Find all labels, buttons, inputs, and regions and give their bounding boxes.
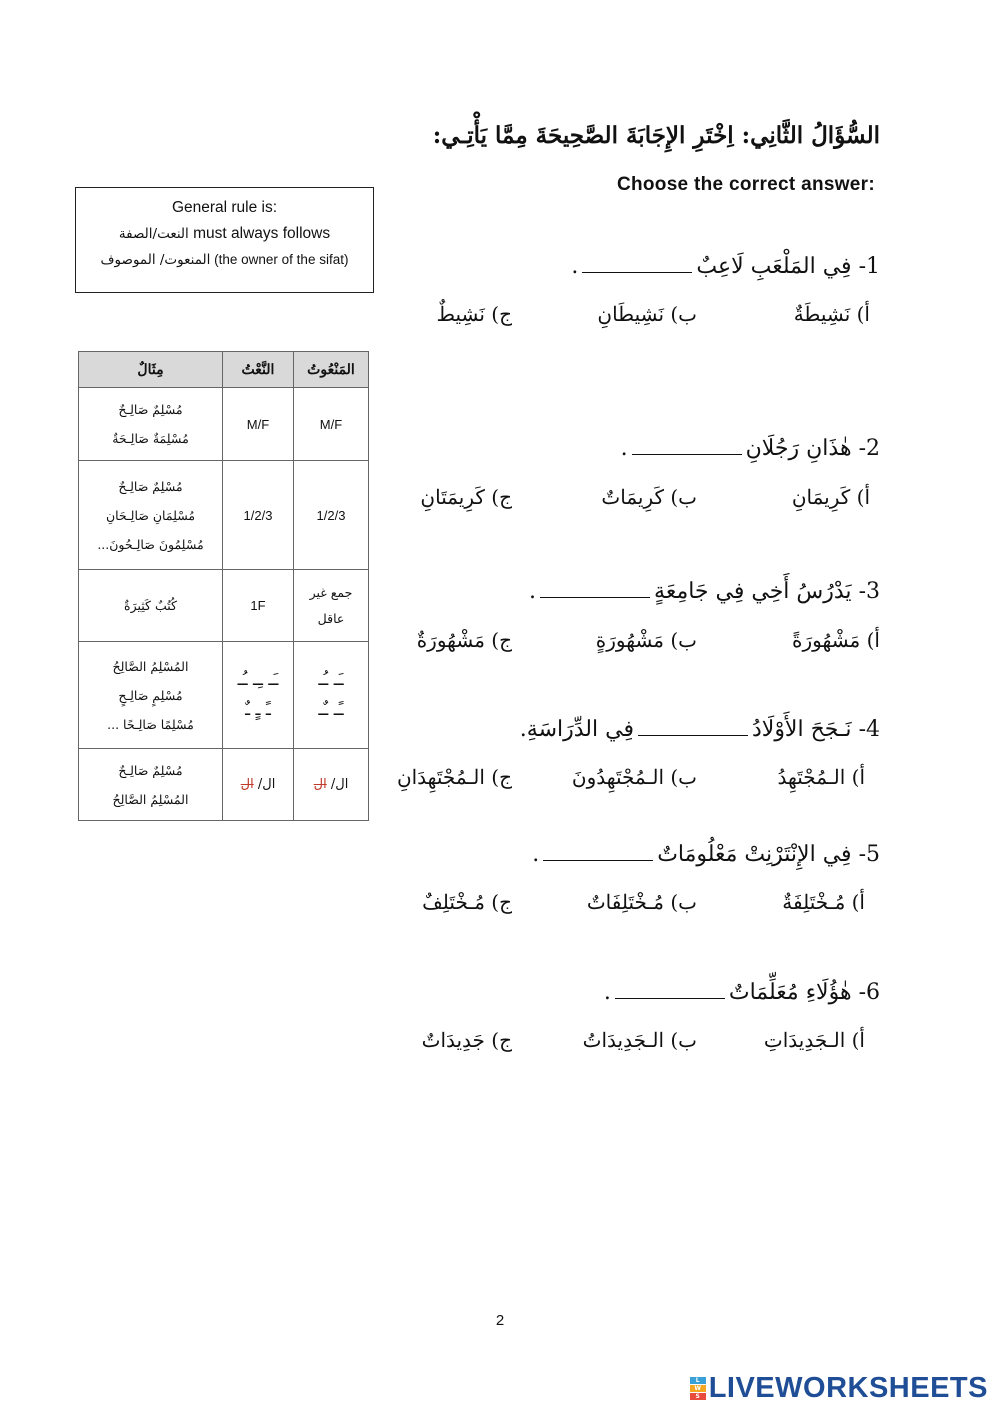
- option-b[interactable]: ب) مُـخْتَلِفَاتٌ: [586, 890, 697, 914]
- brand-name: LIVEWORKSHEETS: [708, 1372, 988, 1404]
- option-a[interactable]: أ) الـجَدِيدَاتِ: [763, 1028, 865, 1052]
- logo-letter: S: [690, 1393, 706, 1400]
- al-label: ال/: [257, 777, 276, 792]
- question-end: .: [620, 436, 628, 461]
- header-manut: المَنْعُوتُ: [294, 352, 369, 388]
- manut-harakat-cell: [294, 642, 369, 749]
- rule-line-3-en: (the owner of the sifat): [214, 252, 349, 267]
- question-2: [621, 436, 880, 461]
- question-end: .: [571, 254, 579, 279]
- question-end: .: [529, 579, 537, 604]
- question-number: 1-: [858, 254, 880, 279]
- answer-blank[interactable]: [582, 254, 692, 273]
- table-row: [79, 749, 369, 821]
- example-line: مُسْلِمٌ صَالِـحٌ: [118, 762, 183, 778]
- manut-cell: [294, 570, 369, 642]
- example-line: المُسْلِمُ الصَّالِحُ: [112, 791, 189, 807]
- option-b[interactable]: ب) الـمُجْتَهِدُونَ: [571, 765, 697, 789]
- page-number: 2: [495, 1312, 505, 1329]
- option-c[interactable]: ج) الـمُجْتَهِدَانِ: [396, 765, 512, 789]
- naat-harakat-cell: [223, 642, 294, 749]
- answer-blank[interactable]: [632, 436, 742, 455]
- table-row: [79, 570, 369, 642]
- harakat-line: ـً ـٍ ـٌ: [245, 700, 271, 720]
- rule-line-1: General rule is:: [171, 199, 278, 216]
- logo-letter: W: [690, 1385, 706, 1392]
- question-text: نَـجَحَ الأَوْلَادُ: [751, 717, 852, 742]
- option-a[interactable]: أ) مَشْهُورَةً: [792, 628, 880, 652]
- manut-line: عاقل: [317, 610, 345, 626]
- question-text: يَدْرُسُ أَخِي فِي جَامِعَةٍ: [654, 579, 852, 604]
- grammar-table: [78, 351, 369, 821]
- harakat-line: ـَـ ـِـ ـُـ: [237, 670, 279, 690]
- option-c[interactable]: ج) مَشْهُورَةٌ: [416, 628, 512, 652]
- question-3: [529, 579, 880, 604]
- question-5: [532, 842, 880, 867]
- general-rule-box: [75, 187, 374, 293]
- manut-al-cell: [294, 749, 369, 821]
- crossed-al-mark: ال: [313, 777, 327, 792]
- question-number: 2-: [858, 436, 880, 461]
- example-line: مُسْلِمٌ صَالِـحٌ: [118, 478, 183, 494]
- option-a[interactable]: أ) نَشِيطَةٌ: [793, 302, 870, 326]
- example-line: مُسْلِمٍ صَالِـحٍ: [118, 687, 183, 703]
- example-cell: [79, 749, 223, 821]
- al-label: ال/: [330, 777, 349, 792]
- rule-line-2-en: must always follows: [193, 225, 331, 242]
- question-end: .: [532, 842, 540, 867]
- rule-line-2: [76, 221, 373, 247]
- example-cell: [79, 461, 223, 570]
- question-end: فِي الدِّرَاسَةِ.: [519, 717, 634, 742]
- naat-cell: M/F: [223, 388, 294, 461]
- example-line: مُسْلِمٌ صَالِـحٌ: [118, 402, 183, 417]
- question-1: [571, 254, 880, 279]
- question-heading-arabic: السُّؤَالُ الثَّانِي: اِخْتَرِ الإِجَابَةَ الصَّحِيحَةَ مِمَّا يَأْتِـي:: [432, 122, 880, 149]
- question-4: [520, 717, 880, 742]
- question-text: هٰؤُلَاءِ مُعَلِّمَاتٌ: [728, 980, 852, 1005]
- option-c[interactable]: ج) مُـخْتَلِفٌ: [422, 890, 512, 914]
- answer-blank[interactable]: [638, 717, 748, 736]
- table-row: [79, 388, 369, 461]
- naat-cell: 1/2/3: [223, 461, 294, 570]
- example-line: كُتُبٌ كَثِيرَةٌ: [124, 598, 177, 613]
- crossed-al-mark: ال: [240, 777, 254, 792]
- rule-line-3-ar: المنعوت/ الموصوف: [100, 252, 211, 268]
- example-line: مُسْلِمًا صَالِـحًا ...: [107, 716, 194, 732]
- rule-line-3: [76, 247, 373, 273]
- option-b[interactable]: ب) الـجَدِيدَاتُ: [582, 1028, 697, 1052]
- option-b[interactable]: ب) كَرِيمَاتٌ: [601, 485, 697, 509]
- liveworksheets-brand: [690, 1372, 988, 1405]
- question-number: 5-: [858, 842, 880, 867]
- question-number: 6-: [858, 980, 880, 1005]
- question-number: 3-: [858, 579, 880, 604]
- example-line: المُسْلِمُ الصَّالِحُ: [112, 658, 189, 674]
- example-cell: [79, 388, 223, 461]
- table-header-row: [79, 352, 369, 388]
- manut-line: جمع غير: [309, 584, 353, 600]
- option-b[interactable]: ب) مَشْهُورَةٍ: [595, 628, 697, 652]
- naat-al-cell: [223, 749, 294, 821]
- option-c[interactable]: ج) نَشِيطٌ: [436, 302, 512, 326]
- example-line: مُسْلِمَةٌ صَالِـحَةٌ: [112, 431, 189, 446]
- question-end: .: [603, 980, 611, 1005]
- header-example: مِثَالٌ: [79, 352, 223, 388]
- option-a[interactable]: أ) كَرِيمَانِ: [791, 485, 870, 509]
- table-row: [79, 642, 369, 749]
- question-6: [604, 980, 880, 1005]
- manut-cell: M/F: [294, 388, 369, 461]
- logo-letter: L: [690, 1377, 706, 1384]
- question-heading-english: Choose the correct answer:: [616, 174, 875, 195]
- answer-blank[interactable]: [543, 842, 653, 861]
- option-a[interactable]: أ) مُـخْتَلِفَةٌ: [782, 890, 865, 914]
- rule-line-2-ar: النعت/الصفة: [118, 226, 189, 242]
- example-cell: [79, 642, 223, 749]
- table-row: [79, 461, 369, 570]
- option-c[interactable]: ج) كَرِيمَتَانِ: [420, 485, 512, 509]
- example-line: مُسْلِمُونَ صَالِـحُونَ...: [97, 536, 204, 552]
- naat-cell: 1F: [223, 570, 294, 642]
- option-a[interactable]: أ) الـمُجْتَهِدُ: [777, 765, 865, 789]
- header-naat: النَّعْتُ: [223, 352, 294, 388]
- example-cell: [79, 570, 223, 642]
- question-text: فِي الإِنْتَرْنِتْ مَعْلُومَاتٌ: [657, 842, 852, 867]
- answer-blank[interactable]: [615, 980, 725, 999]
- harakat-line: ـَـ ـُـ: [318, 670, 344, 690]
- liveworksheets-logo-icon: [690, 1377, 706, 1401]
- manut-cell: 1/2/3: [294, 461, 369, 570]
- question-text: هٰذَانِ رَجُلَانِ: [745, 436, 852, 461]
- question-number: 4-: [858, 717, 880, 742]
- answer-blank[interactable]: [540, 579, 650, 598]
- option-b[interactable]: ب) نَشِيطَانِ: [597, 302, 697, 326]
- option-c[interactable]: ج) جَدِيدَاتٌ: [421, 1028, 512, 1052]
- harakat-line: ـًـ ـٌـ: [318, 700, 344, 720]
- example-line: مُسْلِمَانِ صَالِـحَانِ: [105, 507, 196, 523]
- question-text: فِي المَلْعَبِ لَاعِبٌ: [696, 254, 852, 279]
